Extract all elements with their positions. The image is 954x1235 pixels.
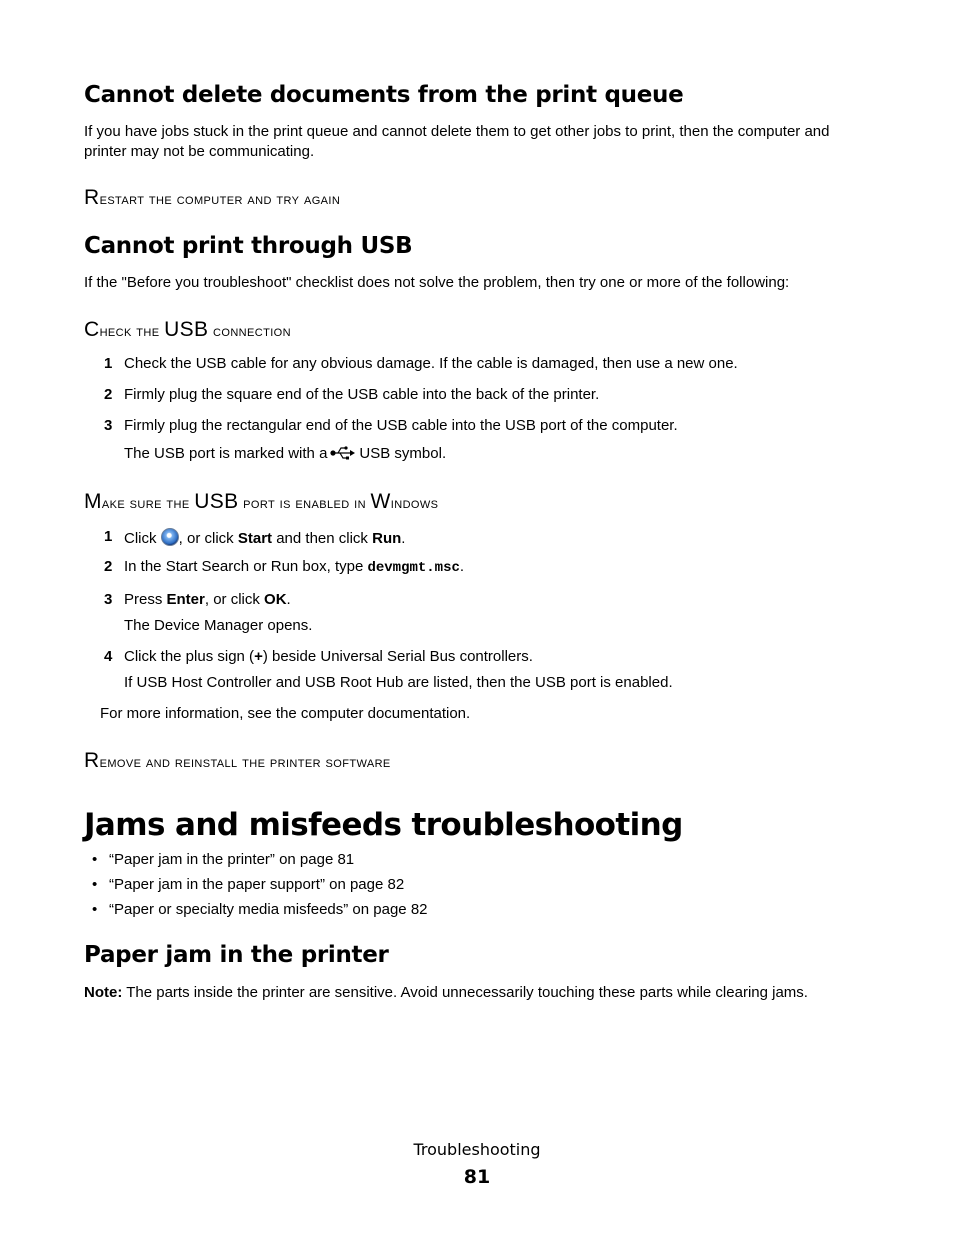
step-text: Click the plus sign (+) beside Universal Serial Bus controllers.	[124, 648, 533, 665]
paragraph-more-info: For more information, see the computer documentation.	[100, 705, 471, 722]
subheading-restart: Restart the computer and try again	[84, 186, 341, 209]
subheading-remove-reinstall: Remove and reinstall the printer software	[84, 749, 391, 772]
step-text: Check the USB cable for any obvious damage. If the cable is damaged, then use a new one.	[124, 355, 738, 372]
subheading-check-usb: Check the USB connection	[84, 318, 291, 341]
paragraph-print-queue-line1: If you have jobs stuck in the print queue and cannot delete them to get other jobs to print, then the computer and	[84, 123, 830, 140]
step-number: 4	[104, 648, 113, 665]
link-paper-jam-support[interactable]: • “Paper jam in the paper support” on page 82	[109, 876, 404, 893]
heading-cannot-delete: Cannot delete documents from the print queue	[84, 82, 684, 108]
link-specialty-media-misfeeds[interactable]: • “Paper or specialty media misfeeds” on page 82	[109, 901, 428, 918]
note	[84, 983, 808, 1003]
paragraph-print-queue-line2: printer may not be communicating.	[84, 143, 315, 160]
step-number: 3	[104, 591, 113, 608]
step-number: 2	[104, 386, 113, 403]
step-number: 3	[104, 417, 113, 434]
note-text: The parts inside the printer are sensitive. Avoid unnecessarily touching these parts while clearing jams.	[122, 984, 808, 1001]
subheading-usb-windows: Make sure the USB port is enabled in Windows	[84, 490, 439, 513]
link-paper-jam-printer[interactable]: • “Paper jam in the printer” on page 81	[109, 851, 354, 868]
heading-cannot-print-usb: Cannot print through USB	[84, 233, 413, 259]
step-subtext: The Device Manager opens.	[124, 617, 313, 634]
step-text: Click , or click Start and then click Run.	[124, 530, 406, 547]
usb-note: The USB port is marked with a USB symbol.	[124, 445, 447, 462]
step-text: Firmly plug the square end of the USB cable into the back of the printer.	[124, 386, 600, 403]
command-code: devmgmt.msc	[367, 560, 460, 576]
footer-page-number: 81	[463, 1166, 491, 1188]
step-number: 1	[104, 355, 113, 372]
heading-paper-jam-printer: Paper jam in the printer	[84, 942, 389, 968]
footer-section-label: Troubleshooting	[413, 1140, 541, 1159]
step-text: Firmly plug the rectangular end of the USB cable into the USB port of the computer.	[124, 417, 678, 434]
step-text: In the Start Search or Run box, type devmgmt.msc.	[124, 558, 465, 576]
paragraph-troubleshoot-checklist: If the "Before you troubleshoot" checklist does not solve the problem, then try one or more of the following:	[84, 274, 790, 291]
heading-jams-misfeeds: Jams and misfeeds troubleshooting	[84, 807, 683, 843]
step-text: Press Enter, or click OK.	[124, 591, 291, 608]
step-subtext: If USB Host Controller and USB Root Hub are listed, then the USB port is enabled.	[124, 674, 673, 691]
windows-start-orb-icon	[161, 528, 179, 546]
step-number: 1	[104, 528, 113, 545]
note-label: Note:	[84, 984, 123, 1001]
usb-icon	[330, 446, 356, 464]
step-number: 2	[104, 558, 113, 575]
